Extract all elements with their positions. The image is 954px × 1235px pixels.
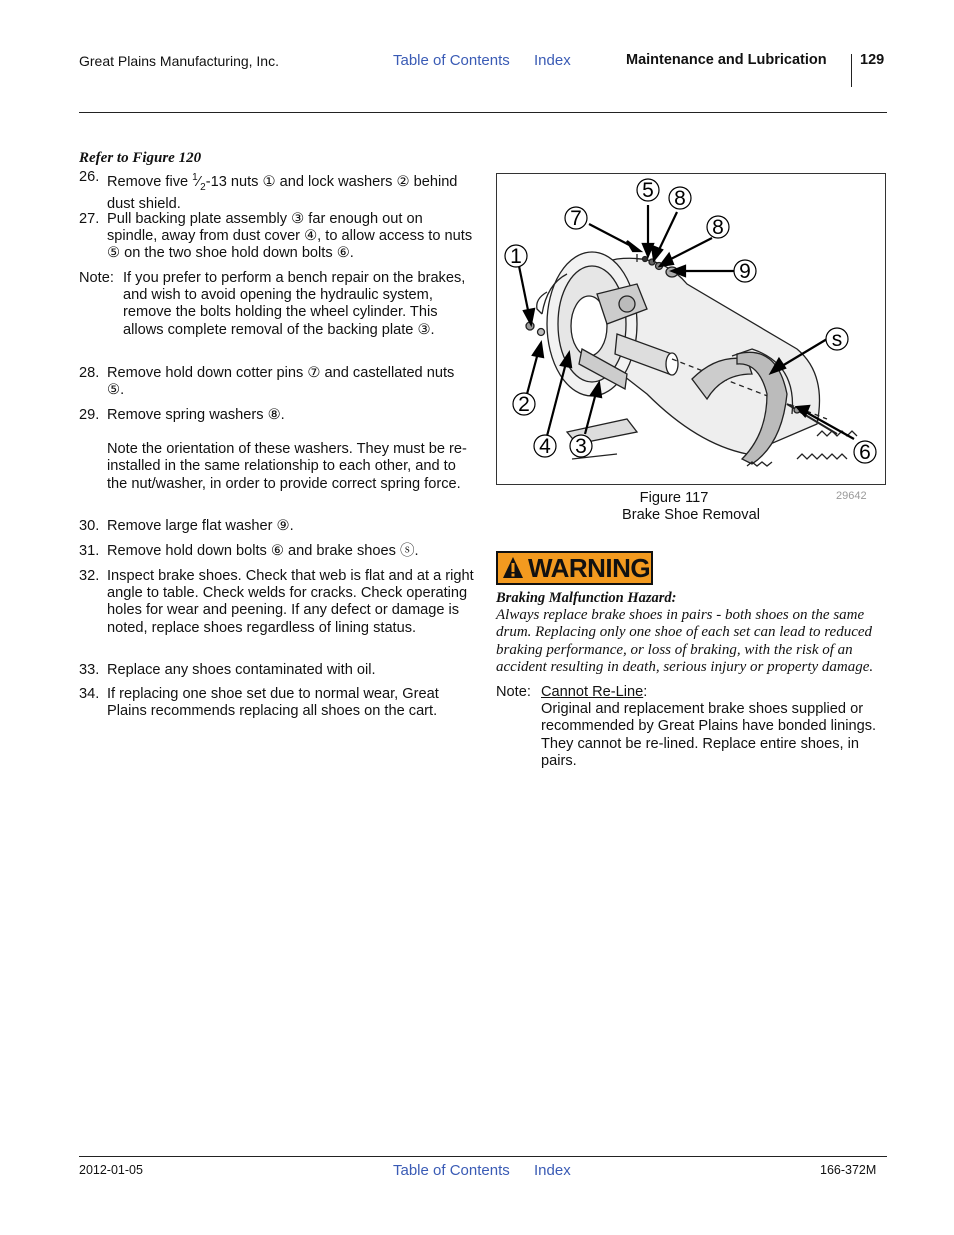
warning-triangle-icon [502, 556, 524, 580]
note-label: Note: [496, 684, 531, 700]
footer-toc-link[interactable]: Table of Contents [393, 1162, 510, 1179]
step-34 [79, 686, 474, 720]
footer-doc-number: 166-372M [820, 1163, 877, 1177]
step-number: 34. [79, 686, 100, 702]
footer-rule [79, 1156, 887, 1157]
step-text: Replace any shoes contaminated with oil. [107, 662, 376, 678]
callout-7: 7 [570, 207, 582, 230]
figure-id: 29642 [836, 490, 867, 502]
step-extra-note: Note the orientation of these washers. They must be re-installed in the same relationship to each other, and to the nut/washer, in order to provide correct spring force. [107, 441, 467, 492]
step-text: Remove spring washers ⑧. [107, 407, 285, 423]
callout-1: 1 [510, 245, 522, 268]
figure-caption [496, 490, 886, 524]
step-number: 28. [79, 365, 100, 381]
note-text: Original and replacement brake shoes supplied or recommended by Great Plains have bonded linings. They cannot be re-lined. Replace entire shoes, in pairs. [541, 701, 877, 769]
step-30 [79, 518, 474, 535]
step-33 [79, 662, 474, 679]
step-26: 26. Remove five $^1⁄_2-13$ nuts ① and lock washers ② behind dust shield. [79, 169, 458, 212]
footer-date: 2012-01-05 [79, 1163, 143, 1177]
step-28 [79, 365, 474, 399]
callout-4: 4 [539, 435, 551, 458]
note-text: If you prefer to perform a bench repair on the brakes, and wish to avoid opening the hydraulic system, remove the bolts holding the wheel cylinder. This allows complete removal of the backing plate ③. [123, 270, 466, 338]
company-name: Great Plains Manufacturing, Inc. [79, 53, 279, 69]
note-bench-repair [79, 270, 474, 339]
step-number: 29. [79, 407, 100, 423]
header-toc-link[interactable]: Table of Contents [393, 52, 510, 69]
step-text: Remove hold down cotter pins ⑦ and castellated nuts ⑤. [107, 365, 455, 399]
step-27 [79, 211, 474, 263]
header-index-link[interactable]: Index [534, 52, 571, 69]
step-number: 27. [79, 211, 100, 227]
callout-8-top: 8 [674, 187, 686, 210]
step-number: 33. [79, 662, 100, 678]
callout-2: 2 [518, 393, 530, 416]
warning-text: Always replace brake shoes in pairs - both shoes on the same drum. Replacing only one shoe of each set can lead to reduced braking performance, or loss of braking, with the risk of an accident resulting in death, serious injury or property damage. [496, 607, 874, 676]
step-31 [79, 543, 474, 560]
step-text: Remove large flat washer ⑨. [107, 518, 294, 534]
step-text: Pull backing plate assembly ③ far enough out on spindle, away from dust cover ④, to allow access to nuts ⑤ on the two shoe hold down bolts ⑥. [107, 211, 473, 262]
callout-3: 3 [575, 435, 587, 458]
brake-shoe-figure [496, 173, 886, 485]
header-rule [79, 112, 887, 113]
header-divider [851, 54, 852, 87]
warning-hazard-title: Braking Malfunction Hazard: [496, 590, 677, 606]
figure-caption-title: Brake Shoe Removal [622, 507, 760, 523]
brake-assembly-illustration [497, 174, 885, 484]
fraction-denominator: 2 [200, 181, 206, 193]
callout-5-top: 5 [642, 179, 654, 202]
note-cannot-reline [496, 684, 890, 770]
step-text: Remove five [107, 173, 193, 190]
step-number: 32. [79, 568, 100, 584]
callout-s: s [831, 328, 843, 351]
note-title: Cannot Re-Line [541, 684, 644, 700]
step-number: 26. [79, 169, 100, 185]
figure-caption-number: Figure 117 [639, 490, 709, 506]
fraction-numerator: 1 [192, 172, 198, 183]
footer-index-link[interactable]: Index [534, 1162, 571, 1179]
callout-8: 8 [712, 216, 724, 239]
step-text: If replacing one shoe set due to normal wear, Great Plains recommends replacing all shoes on the cart. [107, 686, 439, 720]
step-text: Inspect brake shoes. Check that web is flat and at a right angle to table. Check welds for cracks. Check operating holes for wear and peening. If any defect or damage is noted, replace shoes regardless of lining status. [107, 568, 474, 636]
step-text: Remove hold down bolts ⑥ and brake shoes ⓢ. [107, 543, 419, 559]
note-label: Note: [79, 270, 114, 286]
note-title-colon: : [643, 684, 648, 700]
step-number: 31. [79, 543, 100, 559]
step-29 [79, 407, 474, 493]
callout-6: 6 [859, 441, 871, 464]
callout-9: 9 [739, 260, 751, 283]
section-title: Maintenance and Lubrication [626, 52, 827, 68]
step-number: 30. [79, 518, 100, 534]
step-32 [79, 568, 474, 637]
warning-label: WARNING [528, 552, 651, 583]
page-number: 129 [860, 52, 885, 68]
refer-figure: Refer to Figure 120 [79, 150, 202, 166]
step-text-cont: -13 nuts ① and lock washers ② behind dust shield. [107, 173, 458, 212]
warning-banner [496, 551, 653, 585]
